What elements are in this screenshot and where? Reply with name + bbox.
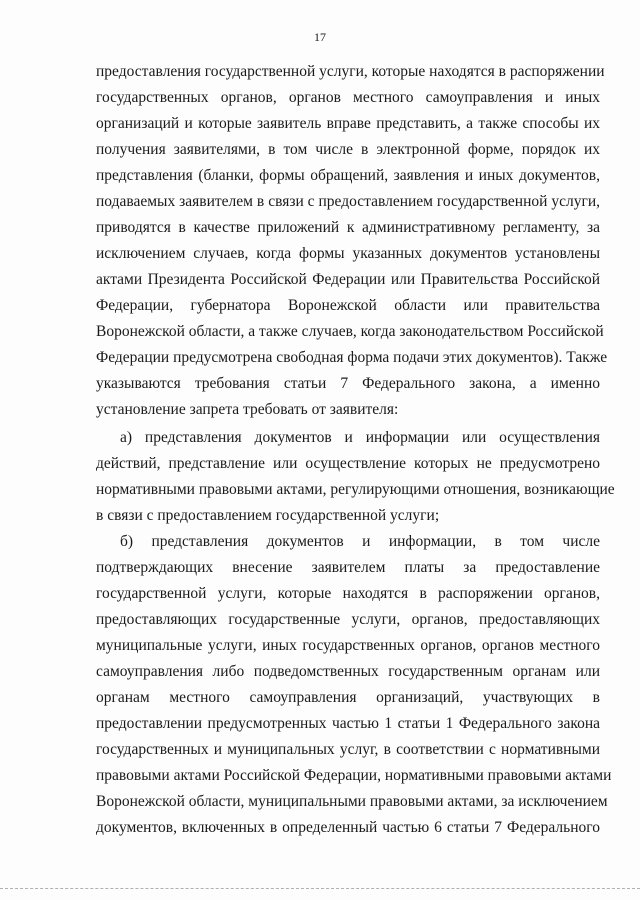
page-number: 17 — [314, 30, 326, 44]
text-line: органам местного самоуправления организаций, участвующих в — [96, 689, 600, 706]
text-line: установление запрета требовать от заявителя: — [96, 401, 399, 418]
scan-edge-divider — [0, 888, 640, 890]
text-line: Воронежской области, а также случаев, когда законодательством Российской — [96, 323, 604, 340]
text-line: актами Президента Российской Федерации или Правительства Российской — [96, 271, 600, 288]
text-line: самоуправления либо подведомственных государственным органам или — [96, 663, 600, 680]
list-item-b: б) представления документов и информации, в том числе — [120, 533, 600, 550]
text-line: предоставлении предусмотренных частью 1 статьи 1 Федерального закона — [96, 715, 600, 732]
text-line: государственных органов, органов местного самоуправления и иных — [96, 89, 600, 106]
text-line: получения заявителями, в том числе в электронной форме, порядок их — [96, 141, 600, 158]
text-line: организаций и которые заявитель вправе представить, а также способы их — [96, 115, 600, 132]
list-item-a: а) представления документов и информации или осуществления — [120, 429, 600, 446]
text-line: муниципальные услуги, иных государственных органов, органов местного — [96, 637, 600, 654]
text-line: предоставления государственной услуги, которые находятся в распоряжении — [96, 63, 605, 80]
text-line: представления (бланки, формы обращений, заявления и иных документов, — [96, 167, 600, 184]
text-line: подаваемых заявителем в связи с предоставлением государственной услуги, — [96, 193, 600, 210]
text-line: предоставляющих государственные услуги, органов, предоставляющих — [96, 611, 600, 628]
text-line: документов, включенных в определенный частью 6 статьи 7 Федерального — [96, 819, 600, 836]
text-line: в связи с предоставлением государственной услуги; — [96, 507, 440, 524]
text-line: Федерации, губернатора Воронежской области или правительства — [96, 297, 600, 314]
text-line: правовыми актами Российской Федерации, нормативными правовыми актами — [96, 767, 612, 784]
text-line: подтверждающих внесение заявителем платы за предоставление — [96, 559, 600, 576]
text-line: государственной услуги, которые находятся в распоряжении органов, — [96, 585, 600, 602]
text-line: указываются требования статьи 7 Федерального закона, а именно — [96, 375, 600, 392]
text-line: действий, представление или осуществление которых не предусмотрено — [96, 455, 600, 472]
text-line: исключением случаев, когда формы указанных документов установлены — [96, 245, 600, 262]
text-line: нормативными правовыми актами, регулирующими отношения, возникающие — [96, 481, 615, 498]
text-line: приводятся в качестве приложений к административному регламенту, за — [96, 219, 600, 236]
text-line: Федерации предусмотрена свободная форма подачи этих документов). Также — [96, 349, 608, 366]
text-line: Воронежской области, муниципальными правовыми актами, за исключением — [96, 793, 608, 810]
text-line: государственных и муниципальных услуг, в соответствии с нормативными — [96, 741, 600, 758]
